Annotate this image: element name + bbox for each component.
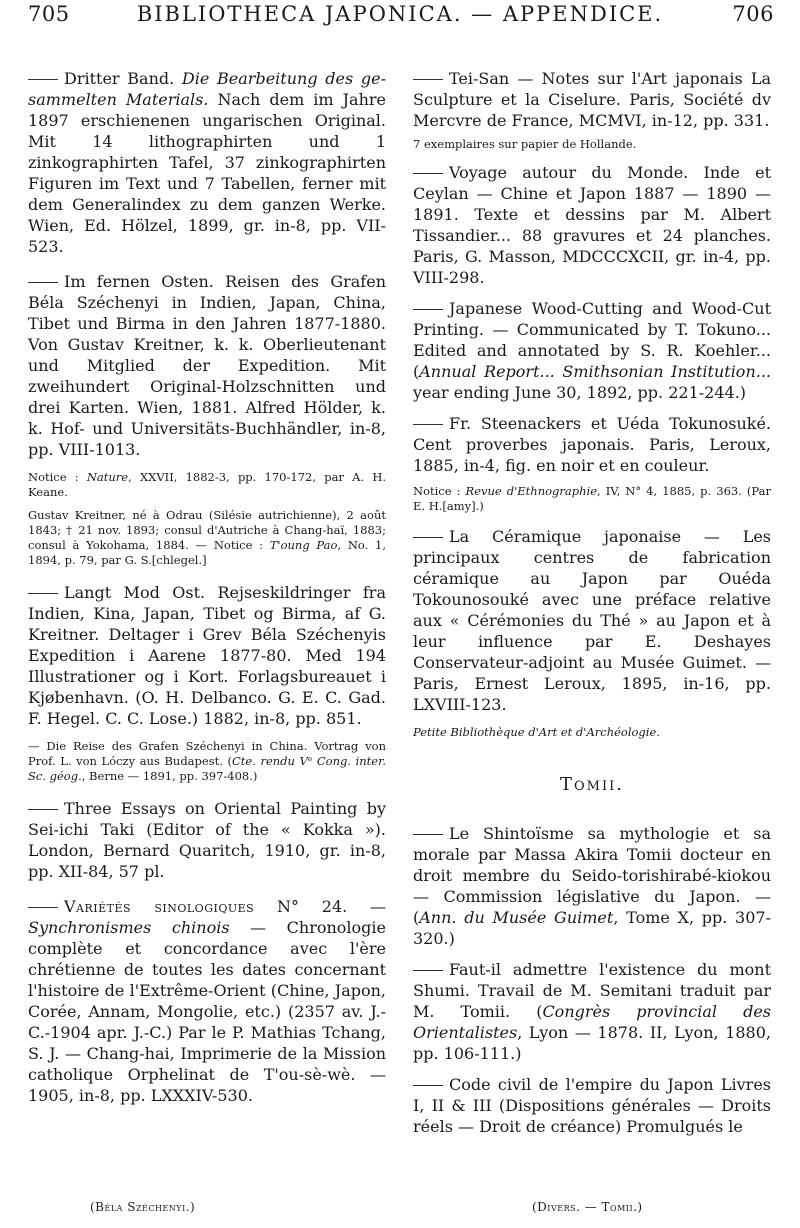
entry-langt-mod-ost: Langt Mod Ost. Rejseskildringer fra Indien, Kina, Japan, Tibet og Birma, af G. Kreitner. Deltager i Grev Béla Széchenyis Expedition i Aarene 1877-80. Med 194 Illustrationer og i Kort. Forlagsbureauet i Kjøbenhavn. (O. H. Delbanco. G. E. C. Gad. F. Hegel. C. C. Lose.) 1882, in-8, pp. 851.: [28, 583, 386, 728]
entry-dritter-band: Dritter Band. Die Bearbeitung des ge-sammelten Materials. Nach dem im Jahre 1897 erschienenen ungarischen Original. Mit 14 lithographirten und 1 zinkographirten Tafel, 37 zinkographirten Figuren im Text und 7 Tabellen, ferner mit dem Generalindex zu dem ganzen Werke. Wien, Ed. Hölzel, 1899, gr. in-8, pp. VII-523.: [28, 69, 387, 256]
entry-japanese-wood-cutting: Japanese Wood-Cutting and Wood-Cut Printing. — Communicated by T. Tokuno... Edited and annotated by S. R. Koehler... (Annual Report... Smithsonian Institution... year ending June 30, 1892, pp. 221-244.): [413, 299, 771, 402]
entry-three-essays: Three Essays on Oriental Painting by Sei-ichi Taki (Editor of the « Kokka »). London, Bernard Quaritch, 1910, gr. in-8, pp. XII-84, 57 pl.: [28, 799, 386, 881]
running-header: [0, 2, 800, 42]
entry-code-civil: Code civil de l'empire du Japon Livres I, II & III (Dispositions générales — Droits réels — Droit de créance) Promulgués le: [413, 1075, 771, 1136]
note-nature: Notice : Nature, XXVII, 1882-3, pp. 170-172, par A. H. Keane.: [28, 470, 386, 499]
entry-im-fernen-osten: Im fernen Osten. Reisen des Grafen Béla Széchenyi in Indien, Japan, China, Tibet und Birma in den Jahren 1877-1880. Von Gustav Kreitner, k. k. Oberlieutenant und Mitglied der Expedition. Mit zweihundert Original-Holzschnitten und drei Karten. Wien, 1881. Alfred Hölder, k. k. Hof- und Universitäts-Buchhändler, in-8, pp. VIII-1013.: [28, 272, 386, 459]
note-kreitner-bio: Gustav Kreitner, né à Odrau (Silésie autrichienne), 2 août 1843; † 21 nov. 1893; consul d'Autriche à Chang-haï, 1883; consul à Yokohama, 1884. — Notice : T'oung Pao, No. 1, 1894, p. 79, par G. S.[chlegel.]: [28, 508, 386, 567]
section-heading-tomii: Tomii.: [560, 774, 624, 795]
footer-left: (Béla Széchenyi.): [90, 1200, 196, 1214]
entry-ceramique-japonaise: La Céramique japonaise — Les principaux centres de fabrication céramique au Japon par Ouéda Tokounosouké avec une préface relative aux « Cérémonies du Thé » au Japon et à leur influence par E. Deshayes Conservateur-adjoint au Musée Guimet. — Paris, Ernest Leroux, 1895, in-16, pp. LXVIII-123.: [413, 527, 771, 714]
entry-mont-shumi: Faut-il admettre l'existence du mont Shumi. Travail de M. Semitani traduit par M. Tomii. (Congrès provincial des Orientalistes, Lyon — 1878. II, Lyon, 1880, pp. 106-111.): [413, 960, 771, 1063]
entry-shintoisme: Le Shintoïsme sa mythologie et sa morale par Massa Akira Tomii docteur en droit membre du Seido-torishirabé-kiokou — Commission législative du Japon. — (Ann. du Musée Guimet, Tome X, pp. 307-320.): [413, 824, 771, 948]
note-loczy: — Die Reise des Grafen Széchenyi in China. Vortrag von Prof. L. von Lóczy aus Budapest. (Cte. rendu Vᵉ Cong. inter. Sc. géog., Berne — 1891, pp. 397-408.): [28, 739, 386, 783]
footer-right: (Divers. — Tomii.): [532, 1200, 643, 1214]
entry-steenackers: Fr. Steenackers et Uéda Tokunosuké. Cent proverbes japonais. Paris, Leroux, 1885, in-4, fig. en noir et en couleur.: [413, 414, 771, 475]
series-title: Petite Bibliothèque d'Art et d'Archéologie.: [413, 725, 660, 739]
entry-tei-san: Tei-San — Notes sur l'Art japonais La Sculpture et la Ciselure. Paris, Société dv Mercvre de France, MCMVI, in-12, pp. 331.: [413, 69, 771, 130]
right-column: [413, 68, 771, 1137]
page-number-right: 706: [732, 2, 774, 26]
left-column: [28, 68, 386, 1106]
running-title: BIBLIOTHECA JAPONICA. — APPENDICE.: [136, 2, 664, 26]
entry-varietes-sinologiques: Variétés sinologiques N° 24. — Synchronismes chinois — Chronologie complète et concordance avec l'ère chrétienne de toutes les dates concernant l'histoire de l'Extrême-Orient (Chine, Japon, Corée, Annam, Mongolie, etc.) (2357 av. J.-C.-1904 apr. J.-C.) Par le P. Mathias Tchang, S. J. — Chang-hai, Imprimerie de la Mission catholique Orphelinat de T'ou-sè-wè. — 1905, in-8, pp. LXXXIV-530.: [28, 897, 386, 1105]
note-revue-ethnographie: Notice : Revue d'Ethnographie, IV, N° 4, 1885, p. 363. (Par E. H.[amy].): [413, 484, 771, 513]
note-exemplaires: 7 exemplaires sur papier de Hollande.: [413, 137, 637, 151]
page-number-left: 705: [28, 2, 70, 26]
entry-voyage-autour-du-monde: Voyage autour du Monde. Inde et Ceylan — Chine et Japon 1887 — 1890 — 1891. Texte et dessins par M. Albert Tissandier... 88 gravures et 24 planches. Paris, G. Masson, MDCCCXCII, gr. in-4, pp. VIII-298.: [413, 163, 771, 287]
